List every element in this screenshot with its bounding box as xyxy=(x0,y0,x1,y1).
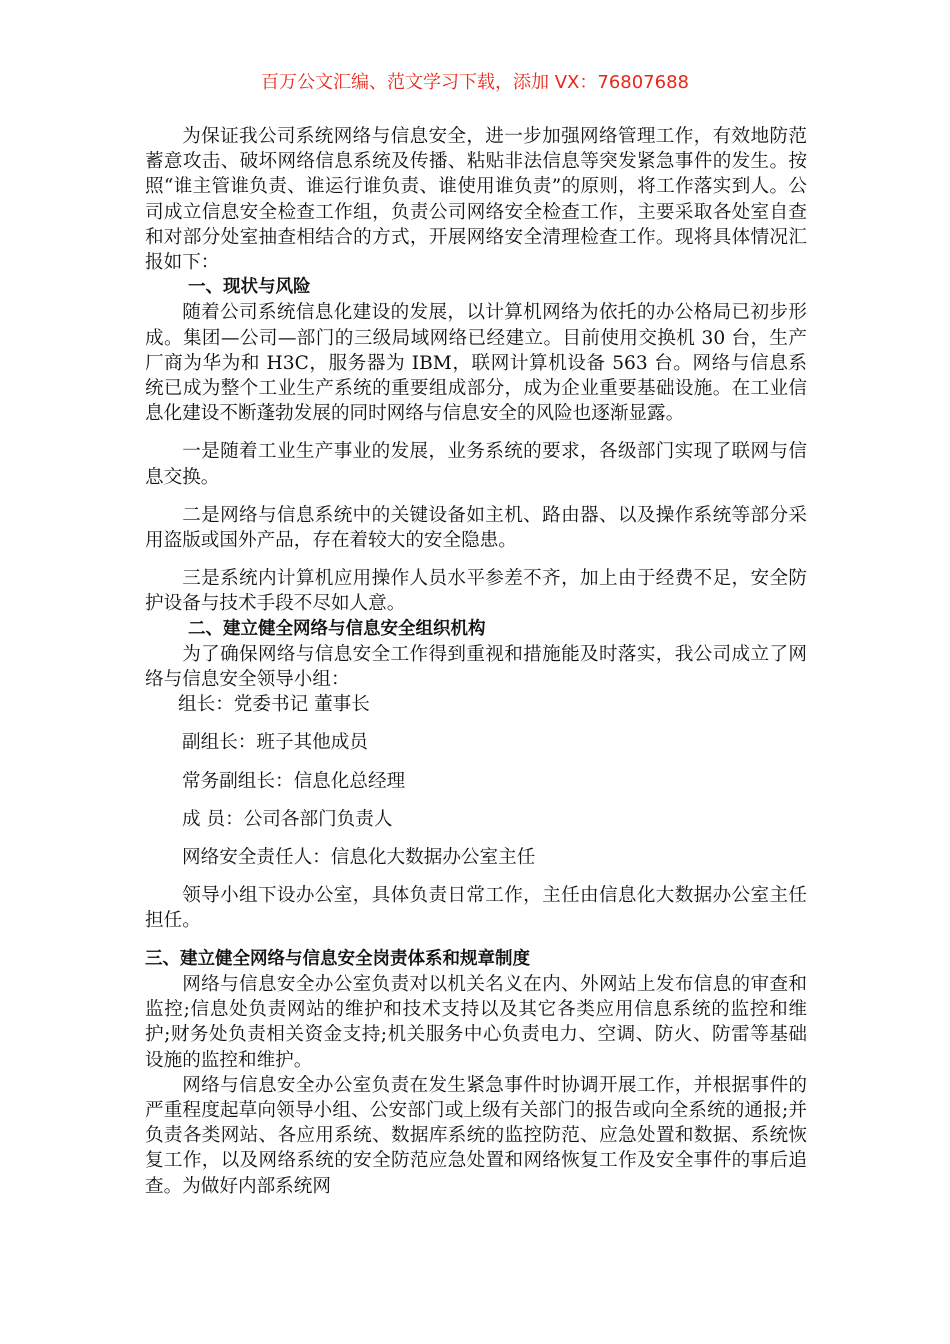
section1-heading: 一、现状与风险 xyxy=(188,277,311,298)
member-item: 常务副组长：信息化总经理 xyxy=(182,770,406,792)
section2-paragraph-1: 为了确保网络与信息安全工作得到重视和措施能及时落实，我公司成立了网络与信息安全领导小组： xyxy=(145,643,807,691)
section2-paragraph-2: 领导小组下设办公室，具体负责日常工作，主任由信息化大数据办公室主任担任。 xyxy=(145,885,807,932)
section1-paragraph-4: 三是系统内计算机应用操作人员水平参差不齐，加上由于经费不足，安全防护设备与技术手段不尽如人意。 xyxy=(145,568,807,615)
member-item: 组长：党委书记 董事长 xyxy=(178,694,370,716)
intro-paragraph: 为保证我公司系统网络与信息安全，进一步加强网络管理工作，有效地防范蓄意攻击、破坏网络信息系统及传播、粘贴非法信息等突发紧急事件的发生。按照“谁主管谁负责、谁运行谁负责、谁使用谁负责”的原则，将工作落实到人。公司成立信息安全检查工作组，负责公司网络安全检查工作，主要采取各处室自查和对部分处室抽查相结合的方式，开展网络安全清理检查工作。现将具体情况汇报如下： xyxy=(145,126,807,274)
section1-paragraph-3: 二是网络与信息系统中的关键设备如主机、路由器、以及操作系统等部分采用盗版或国外产品，存在着较大的安全隐患。 xyxy=(145,504,807,552)
member-item: 副组长：班子其他成员 xyxy=(182,732,368,754)
section2-heading: 二、建立健全网络与信息安全组织机构 xyxy=(188,618,486,639)
document-body xyxy=(145,124,807,1199)
header-banner: 百万公文汇编、范文学习下载，添加 VX：76807688 xyxy=(261,72,689,93)
section1-paragraph-1: 随着公司系统信息化建设的发展，以计算机网络为依托的办公格局已初步形成。集团—公司—部门的三级局域网络已经建立。目前使用交换机 30 台，生产厂商为华为和 H3C，服务器为 IBM，联网计算机设备 563 台。网络与信息系统已成为整个工业生产系统的重要组成部分，成为企业重要基础设施。在工业信息化建设不断蓬勃发展的同时网络与信息安全的风险也逐渐显露。 xyxy=(145,302,807,425)
member-item: 网络安全责任人：信息化大数据办公室主任 xyxy=(182,847,536,869)
section3-paragraph-1: 网络与信息安全办公室负责对以机关名义在内、外网站上发布信息的审查和监控;信息处负责网站的维护和技术支持以及其它各类应用信息系统的监控和维护;财务处负责相关资金支持;机关服务中心负责电力、空调、防火、防雷等基础设施的监控和维护。 xyxy=(145,973,807,1071)
member-item: 成 员：公司各部门负责人 xyxy=(182,808,393,830)
section3-heading: 三、建立健全网络与信息安全岗责体系和规章制度 xyxy=(145,948,530,969)
section3-paragraph-2: 网络与信息安全办公室负责在发生紧急事件时协调开展工作，并根据事件的严重程度起草向领导小组、公安部门或上级有关部门的报告或向全系统的通报;并负责各类网站、各应用系统、数据库系统的监控防范、应急处置和数据、系统恢复工作，以及网络系统的安全防范应急处置和网络恢复工作及安全事件的事后追查。为做好内部系统网 xyxy=(145,1074,807,1197)
section1-paragraph-2: 一是随着工业生产事业的发展，业务系统的要求，各级部门实现了联网与信息交换。 xyxy=(145,441,807,488)
